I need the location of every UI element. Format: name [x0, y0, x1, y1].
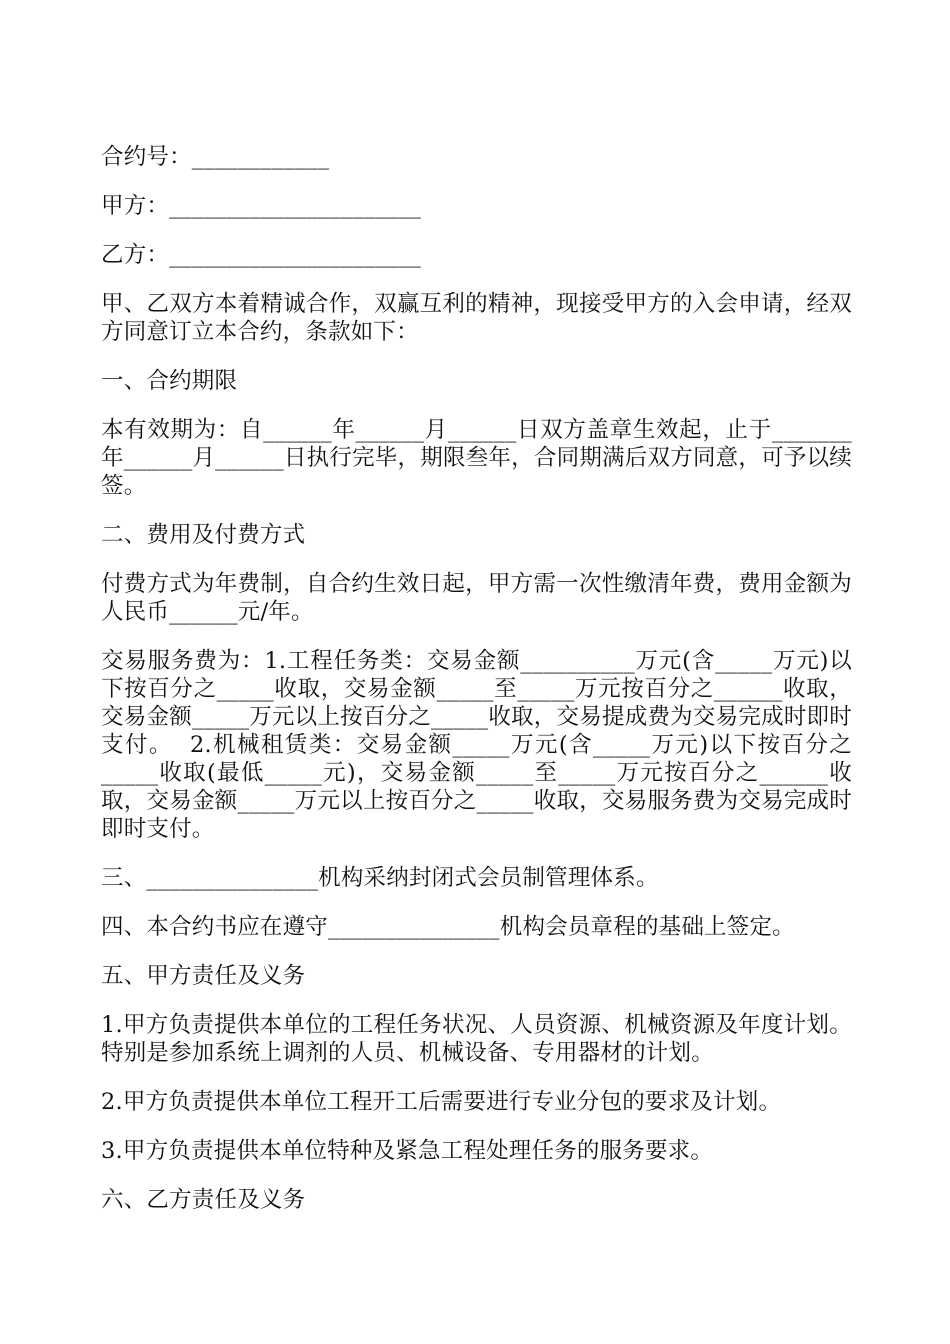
- section-1-heading: 一、合约期限: [101, 368, 238, 394]
- section-1-body: 本有效期为：自______年______月______日双方盖章生效起，止于_______年______月______日执行完毕，期限叁年，合同期满后双方同意，可予以续签。: [101, 417, 852, 499]
- section-2-heading: 二、费用及付费方式: [101, 522, 306, 548]
- party-a-line: 甲方：______________________: [101, 193, 422, 219]
- section-5-item-3: 3.甲方负责提供本单位特种及紧急工程处理任务的服务要求。: [101, 1138, 714, 1164]
- party-b-line: 乙方：______________________: [101, 242, 422, 268]
- section-5-item-1: 1.甲方负责提供本单位的工程任务状况、人员资源、机械资源及年度计划。特别是参加系统上调剂的人员、机械设备、专用器材的计划。: [101, 1012, 852, 1066]
- contract-number-line: 合约号：____________: [101, 144, 330, 170]
- section-6-heading: 六、乙方责任及义务: [101, 1187, 306, 1213]
- section-4-paragraph: 四、本合约书应在遵守_______________机构会员章程的基础上签定。: [101, 914, 795, 940]
- section-3-paragraph: 三、_______________机构采纳封闭式会员制管理体系。: [101, 865, 659, 891]
- section-5-heading: 五、甲方责任及义务: [101, 963, 306, 989]
- section-5-item-2: 2.甲方负责提供本单位工程开工后需要进行专业分包的要求及计划。: [101, 1089, 782, 1115]
- section-2-payment-paragraph: 付费方式为年费制，自合约生效日起，甲方需一次性缴清年费，费用金额为人民币______元/年。: [101, 571, 852, 625]
- section-2-service-fee-paragraph: 交易服务费为：1.工程任务类：交易金额__________万元(含_____万元)以下按百分之_____收取，交易金额_____至_____万元按百分之______收取，交易金额_____万元以上按百分之_____收取，交易提成费为交易完成时即时支付。 2.机械租赁类：交易金额_____万元(含_____万元)以下按百分之_____收取(最低_____元)，交易金额_____至_____万元按百分之______收取，交易金额_____万元以上按百分之_____收取，交易服务费为交易完成时即时支付。: [101, 648, 852, 842]
- intro-paragraph: 甲、乙双方本着精诚合作，双赢互利的精神，现接受甲方的入会申请，经双方同意订立本合约，条款如下：: [101, 291, 852, 345]
